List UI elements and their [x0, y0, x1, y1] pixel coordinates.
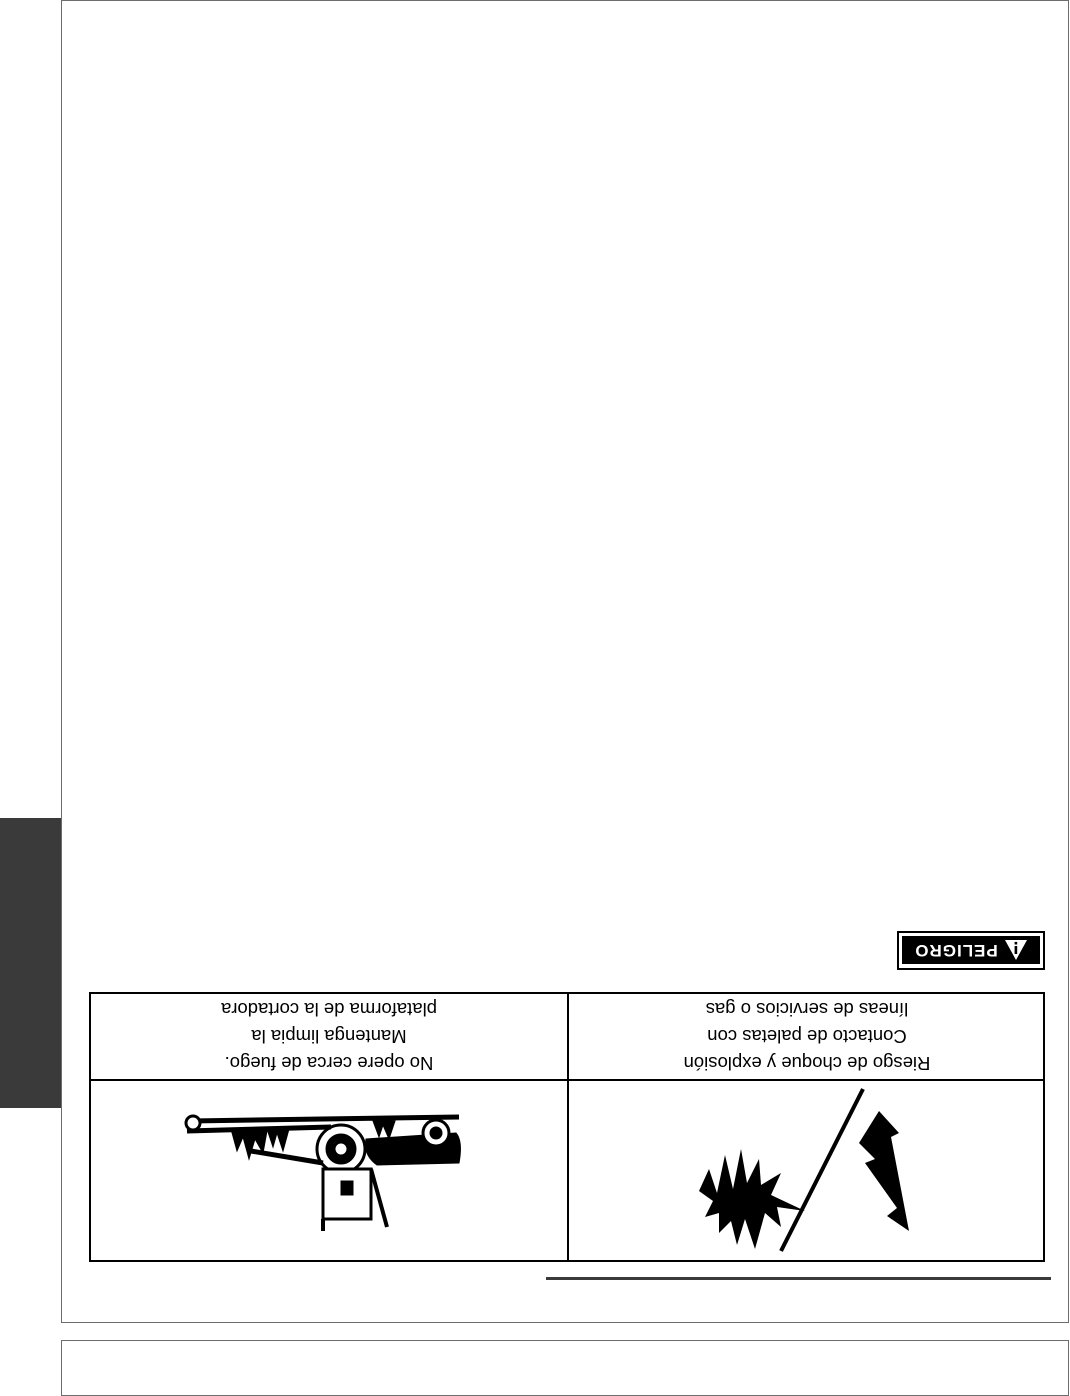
hazard-table [89, 992, 1045, 1262]
shock-explosion-icon [569, 1081, 1045, 1260]
fire-mower-deck-icon [91, 1081, 567, 1260]
warning-triangle-icon [1004, 939, 1028, 961]
danger-badge [897, 931, 1045, 970]
hazard-line: Riesgo de choque y explosión [683, 1053, 931, 1074]
divider-rule [546, 1277, 1051, 1280]
hazard-line: plataforma de la cortadora [221, 999, 437, 1020]
shock-hazard-text [569, 994, 1045, 1079]
fire-hazard-text [91, 994, 567, 1079]
hazard-line: No opere cerca de fuego. [224, 1053, 434, 1074]
signal-word: PELIGRO [914, 941, 998, 960]
hazard-line: Mantenga limpia la [251, 1026, 407, 1047]
section-tab [0, 818, 61, 1108]
hazard-line: líneas de servicios o gas [705, 999, 909, 1020]
hazard-line: Contacto de paletas con [707, 1026, 907, 1047]
footer-box [61, 1340, 1069, 1396]
